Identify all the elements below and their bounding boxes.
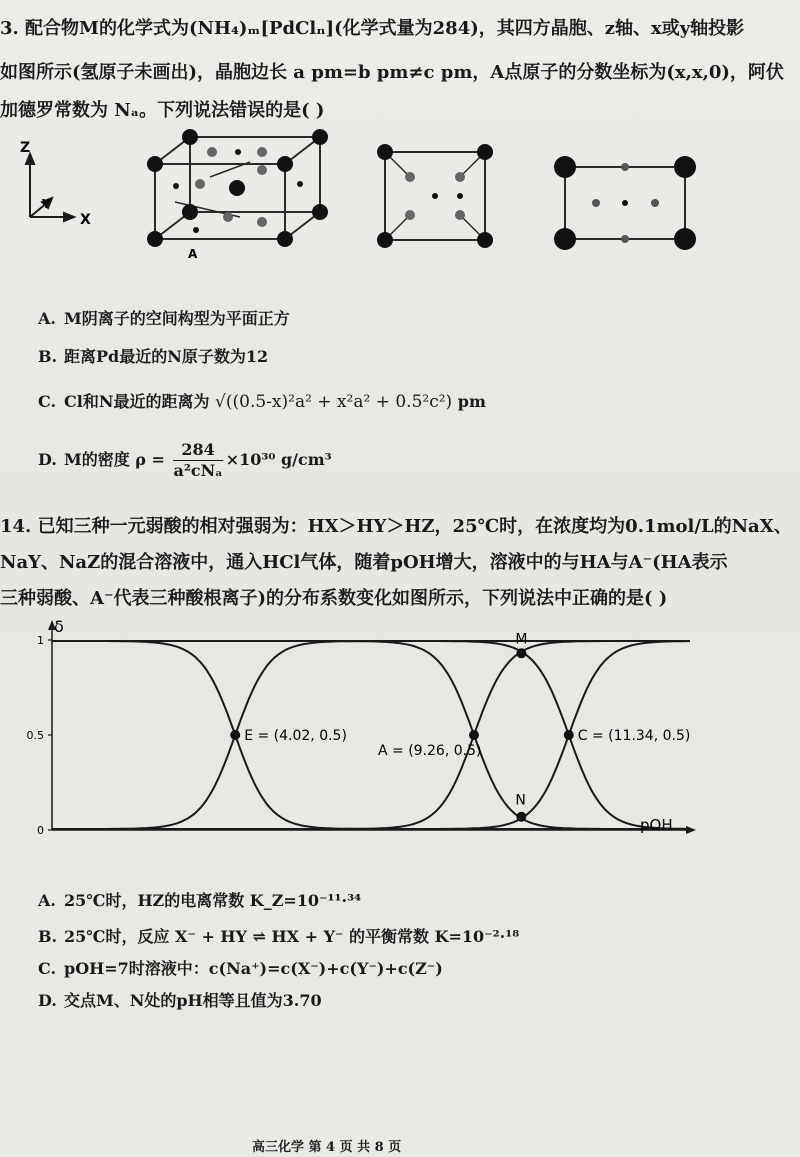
q13-option-d[interactable]	[38, 440, 332, 481]
point-label-a: A = (9.26, 0.5)	[377, 743, 482, 759]
q14-line-1: 14. 已知三种一元弱酸的相对强弱为：HX＞HY＞HZ，25℃时，在浓度均为0.1mol/L的NaX、	[0, 516, 792, 537]
page-footer: 高三化学 第 4 页 共 8 页	[252, 1140, 402, 1155]
q13-line-3: 加德罗常数为 Nₐ。下列说法错误的是( )	[0, 100, 325, 121]
q14-option-c[interactable]	[38, 956, 443, 979]
axis-z-label: Z	[20, 140, 31, 156]
option-text: 交点M、N处的pH相等且值为3.70	[64, 991, 322, 1010]
q14-option-b[interactable]	[38, 924, 519, 947]
density-fraction	[173, 440, 222, 481]
fraction-numerator: 284	[173, 440, 222, 461]
option-letter: D.	[38, 991, 57, 1010]
y-tick-label: 1	[37, 634, 44, 647]
distance-formula: √((0.5-x)²a² + x²a² + 0.5²c²)	[215, 392, 453, 412]
intersection-point-a	[469, 730, 479, 740]
q14-option-d[interactable]	[38, 988, 322, 1011]
point-label-m: M	[515, 631, 528, 648]
option-letter: B.	[38, 347, 58, 366]
option-text: pOH=7时溶液中：c(Na⁺)=c(X⁻)+c(Y⁻)+c(Z⁻)	[64, 959, 443, 978]
y-tick-label: 0.5	[26, 729, 44, 742]
option-letter: A.	[38, 891, 56, 910]
point-label-c: C = (11.34, 0.5)	[577, 728, 691, 744]
chart-points	[230, 631, 690, 821]
y-tick-label: 0	[37, 824, 44, 837]
q13-line-1: 3. 配合物M的化学式为(NH₄)ₘ[PdClₙ](化学式量为284)，其四方晶胞、z轴、x或y轴投影	[0, 18, 745, 39]
intersection-point-c	[564, 730, 574, 740]
fraction-denominator: a²cNₐ	[173, 461, 223, 480]
y-axis-label: δ	[54, 617, 64, 636]
intersection-point-m	[516, 648, 526, 658]
point-label-e: E = (4.02, 0.5)	[244, 728, 347, 744]
option-text: M阴离子的空间构型为平面正方	[64, 309, 290, 328]
q14-line-3: 三种弱酸、A⁻代表三种酸根离子)的分布系数变化如图所示，下列说法中正确的是( )	[0, 588, 668, 609]
projection-z-atoms	[554, 156, 696, 250]
option-text: 25℃时，HZ的电离常数 K_Z=10⁻¹¹·³⁴	[64, 891, 362, 910]
q14-option-a[interactable]	[38, 888, 361, 911]
option-letter: B.	[38, 927, 58, 946]
option-prefix: Cl和N最近的距离为	[64, 392, 210, 411]
q13-line-2: 如图所示(氢原子未画出)，晶胞边长 a pm=b pm≠c pm，A点原子的分数坐标为(x,x,0)，阿伏	[0, 62, 784, 83]
intersection-point-e	[230, 730, 240, 740]
q14-line-2: NaY、NaZ的混合溶液中，通入HCl气体，随着pOH增大，溶液中的与HA与A⁻(HA表示	[0, 552, 728, 573]
intersection-point-n	[516, 812, 526, 822]
point-label-n: N	[515, 792, 526, 809]
q13-option-b[interactable]	[38, 344, 268, 367]
option-text: 25℃时，反应 X⁻ + HY ⇌ HX + Y⁻ 的平衡常数 K=10⁻²·¹⁸	[64, 927, 520, 946]
x-axis-label: pOH	[640, 816, 673, 834]
option-letter: A.	[38, 309, 56, 328]
option-letter: D.	[38, 450, 57, 469]
q13-option-c[interactable]	[38, 389, 486, 412]
option-suffix: ×10³⁰ g/cm³	[225, 450, 332, 469]
option-prefix: M的密度 ρ =	[64, 450, 165, 469]
crystal-cell-figure	[0, 122, 800, 282]
projection-xz-atoms	[377, 144, 493, 248]
distribution-chart	[0, 612, 800, 852]
axis-y-label: Y	[42, 197, 51, 211]
atom-a-label: A	[188, 247, 198, 261]
axis-x-label: X	[80, 212, 91, 228]
option-text: 距离Pd最近的N原子数为12	[64, 347, 269, 366]
q13-option-a[interactable]	[38, 306, 290, 329]
option-unit: pm	[457, 392, 486, 411]
unit-cell-atoms	[147, 129, 328, 247]
option-letter: C.	[38, 392, 57, 411]
option-letter: C.	[38, 959, 57, 978]
